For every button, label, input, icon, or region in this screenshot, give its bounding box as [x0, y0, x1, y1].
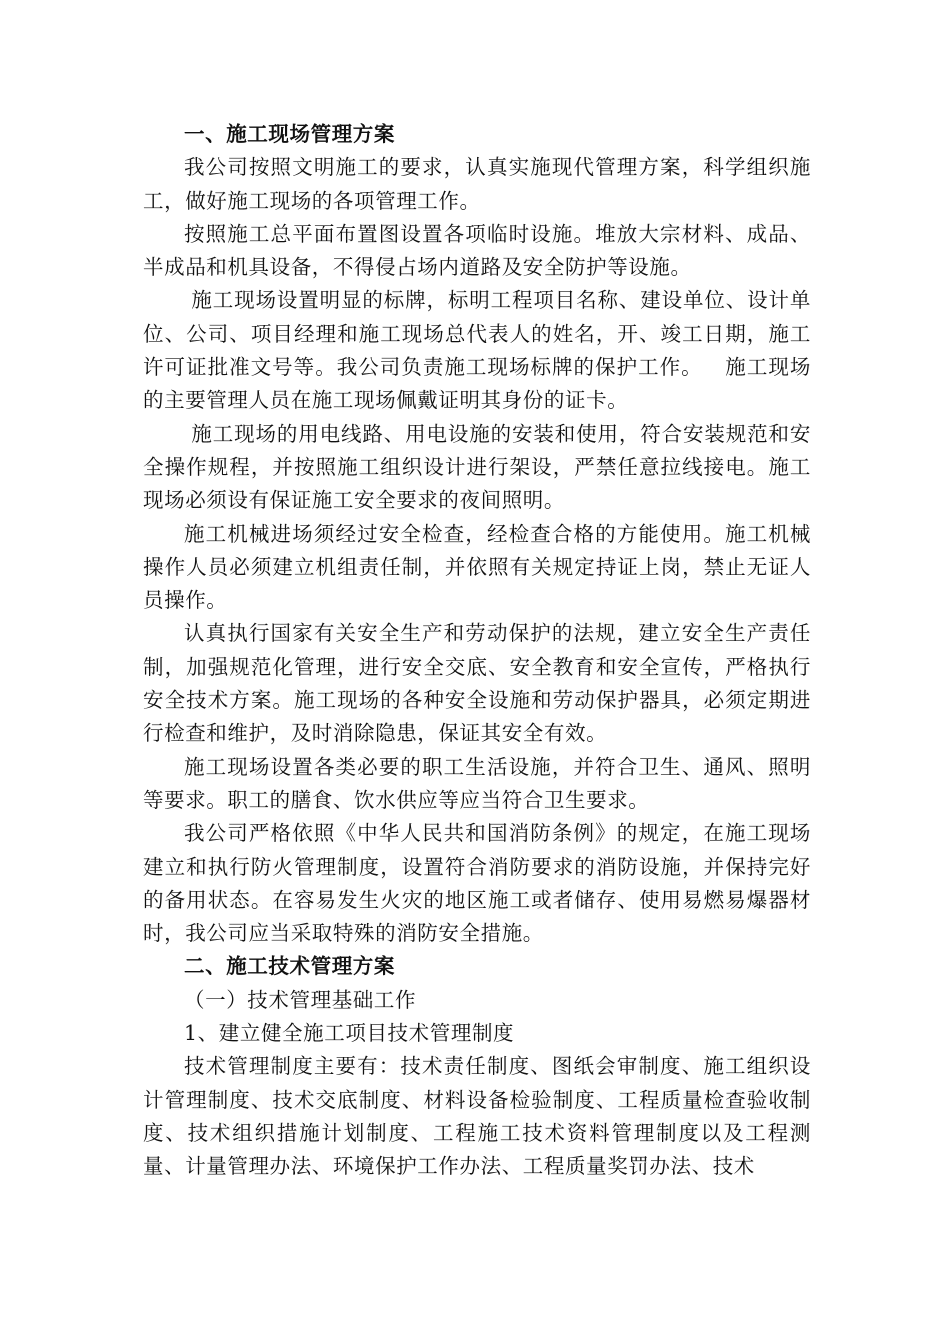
section1-heading: 一、施工现场管理方案 [184, 122, 395, 146]
section1-paragraph-2: 按照施工总平面布置图设置各项临时设施。堆放大宗材料、成品、半成品和机具设备，不得侵占场内道路及安全防护等设施。 [143, 221, 811, 280]
section1-paragraph-6: 认真执行国家有关安全生产和劳动保护的法规，建立安全生产责任制，加强规范化管理，进行安全交底、安全教育和安全宣传，严格执行安全技术方案。施工现场的各种安全设施和劳动保护器具，必须定期进行检查和维护，及时消除隐患，保证其安全有效。 [143, 621, 811, 746]
section1-paragraph-4: 施工现场的用电线路、用电设施的安装和使用，符合安装规范和安全操作规程，并按照施工组织设计进行架设，严禁任意拉线接电。施工现场必须设有保证施工安全要求的夜间照明。 [143, 421, 811, 513]
section1-paragraph-3: 施工现场设置明显的标牌，标明工程项目名称、建设单位、设计单位、公司、项目经理和施工现场总代表人的姓名，开、竣工日期，施工许可证批准文号等。我公司负责施工现场标牌的保护工作。 施工现场的主要管理人员在施工现场佩戴证明其身份的证卡。 [143, 288, 811, 413]
section2-heading: 二、施工技术管理方案 [184, 954, 395, 979]
section1-paragraph-8: 我公司严格依照《中华人民共和国消防条例》的规定，在施工现场建立和执行防火管理制度，设置符合消防要求的消防设施，并保持完好的备用状态。在容易发生火灾的地区施工或者储存、使用易燃易爆器材时，我公司应当采取特殊的消防安全措施。 [143, 821, 811, 946]
section2-item: 1、建立健全施工项目技术管理制度 [184, 1021, 515, 1046]
section1-paragraph-1: 我公司按照文明施工的要求，认真实施现代管理方案，科学组织施工，做好施工现场的各项管理工作。 [143, 155, 811, 213]
document-body [143, 118, 811, 1184]
section1-paragraph-5: 施工机械进场须经过安全检查，经检查合格的方能使用。施工机械操作人员必须建立机组责任制，并依照有关规定持证上岗，禁止无证人员操作。 [143, 521, 811, 613]
section1-paragraph-7: 施工现场设置各类必要的职工生活设施，并符合卫生、通风、照明等要求。职工的膳食、饮水供应等应当符合卫生要求。 [143, 754, 811, 812]
section2-paragraph: 技术管理制度主要有：技术责任制度、图纸会审制度、施工组织设计管理制度、技术交底制度、材料设备检验制度、工程质量检查验收制度、技术组织措施计划制度、工程施工技术资料管理制度以及工程测量、计量管理办法、环境保护工作办法、工程质量奖罚办法、技术 [143, 1054, 811, 1179]
section2-subheading: （一）技术管理基础工作 [184, 987, 417, 1012]
